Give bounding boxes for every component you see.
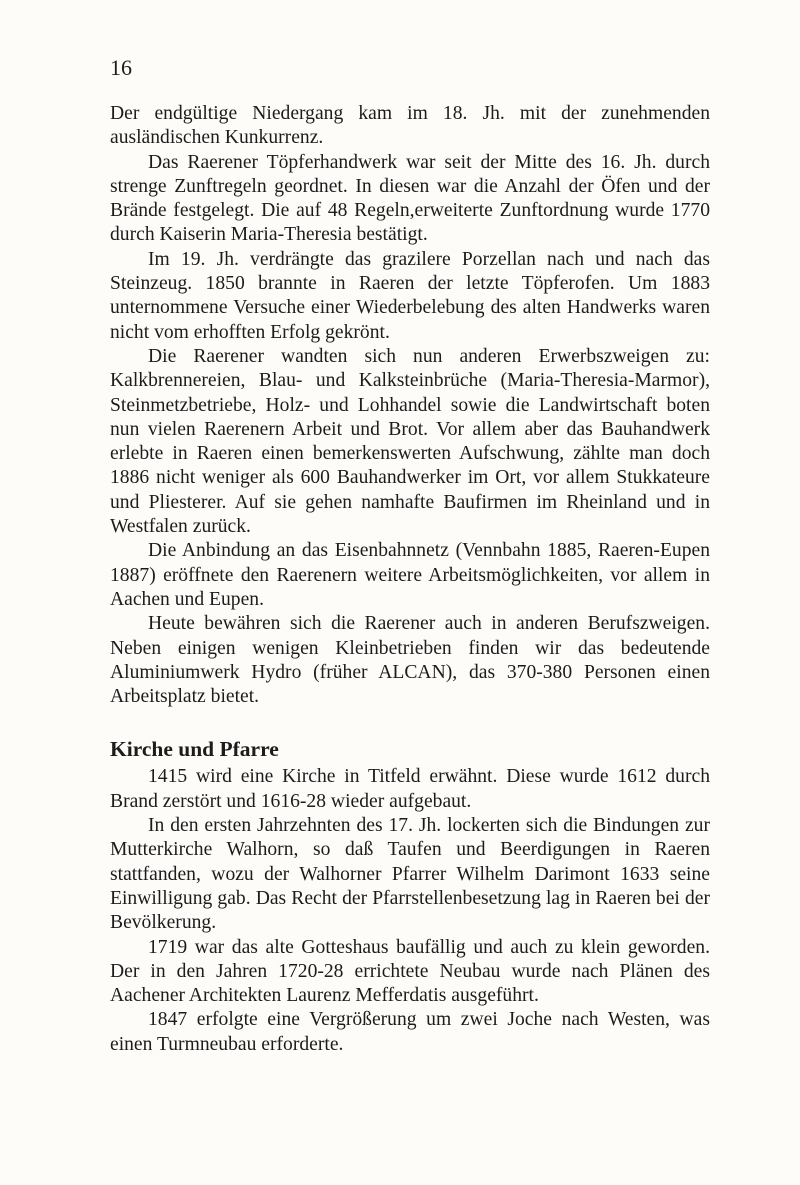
paragraph-other-trades: Die Raerener wandten sich nun anderen Erwerbszweigen zu: Kalkbrennereien, Blau- und Kalksteinbrüche (Maria-Theresia-Marmor), Steinmetzbetriebe, Holz- und Lohhandel sowie die Landwirtschaft boten nun vielen Raerenern Arbeit und Brot. Vor allem aber das Bauhandwerk erlebte in Raeren einen bemerkenswerten Aufschwung, zählte man doch 1886 nicht weniger als 600 Bauhandwerker im Ort, vor allem Stukkateure und Pliesterer. Auf sie gehen namhafte Baufirmen im Rheinland und in Westfalen zurück.: [110, 345, 710, 538]
paragraph-decline: Der endgültige Niedergang kam im 18. Jh. mit der zunehmenden ausländischen Kunkurrenz.: [110, 103, 710, 149]
paragraph-mother-church: In den ersten Jahrzehnten des 17. Jh. lockerten sich die Bindungen zur Mutterkirche Walhorn, so daß Taufen und Beerdigungen in Raeren stattfanden, wozu der Walhorner Pfarrer Wilhelm Darimont 1633 seine Einwilligung gab. Das Recht der Pfarrstellenbesetzung lag in Raeren bei der Bevölkerung.: [110, 815, 710, 934]
paragraph-church-1415: 1415 wird eine Kirche in Titfeld erwähnt. Diese wurde 1612 durch Brand zerstört und 1616-28 wieder aufgebaut.: [110, 766, 710, 812]
section-heading: Kirche und Pfarre: [110, 737, 279, 762]
paragraph-guild-rules: Das Raerener Töpferhandwerk war seit der Mitte des 16. Jh. durch strenge Zunftregeln geordnet. In diesen war die Anzahl der Öfen und der Brände festgelegt. Die auf 48 Regeln,erweiterte Zunftordnung wurde 1770 durch Kaiserin Maria-Theresia bestätigt.: [110, 151, 710, 246]
paragraph-porcelain: Im 19. Jh. verdrängte das grazilere Porzellan nach und nach das Steinzeug. 1850 brannte in Raeren der letzte Töpferofen. Um 1883 unternommene Versuche einer Wiederbelebung des alten Handwerks waren nicht vom erhofften Erfolg gekrönt.: [110, 248, 710, 343]
paragraph-railway: Die Anbindung an das Eisenbahnnetz (Vennbahn 1885, Raeren-Eupen 1887) eröffnete den Raerenern weitere Arbeitsmöglichkeiten, vor allem in Aachen und Eupen.: [110, 540, 710, 610]
page-number: 16: [110, 55, 132, 80]
paragraph-enlargement: 1847 erfolgte eine Vergrößerung um zwei Joche nach Westen, was einen Turmneubau erforderte.: [110, 1009, 710, 1055]
paragraph-new-building: 1719 war das alte Gotteshaus baufällig und auch zu klein geworden. Der in den Jahren 1720-28 errichtete Neubau wurde nach Plänen des Aachener Architekten Laurenz Mefferdatis ausgeführt.: [110, 936, 710, 1007]
book-page: [110, 54, 710, 1057]
paragraph-today: Heute bewähren sich die Raerener auch in anderen Berufszweigen. Neben einigen wenigen Kleinbetrieben finden wir das bedeutende Aluminiumwerk Hydro (früher ALCAN), das 370-380 Personen einen Arbeitsplatz bietet.: [110, 613, 710, 708]
